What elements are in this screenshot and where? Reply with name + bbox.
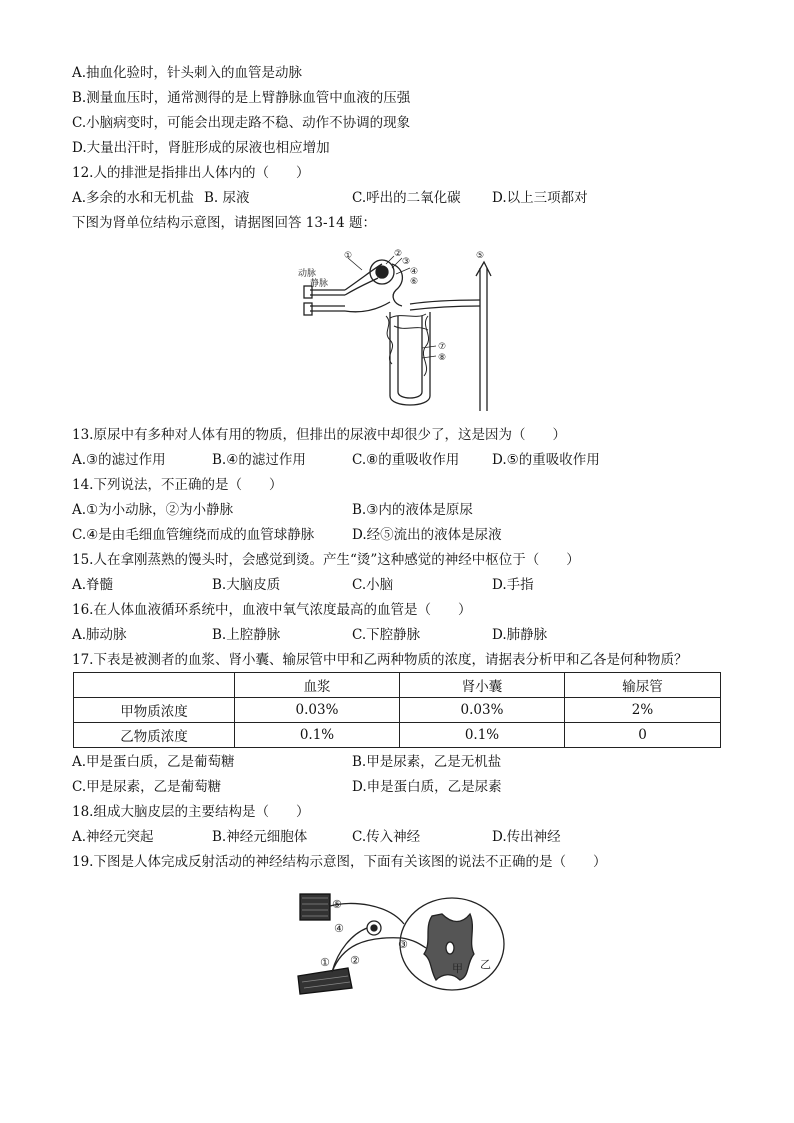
table-cell: 0.1% [399, 723, 564, 748]
q12-stem: 12.人的排泄是指排出人体内的（ ） [72, 165, 310, 181]
q12-option-d: D.以上三项都对 [492, 190, 588, 206]
q15-option-a: A.脊髓 [72, 577, 114, 593]
q18-option-d: D.传出神经 [492, 829, 561, 845]
q15-option-c: C.小脑 [352, 577, 394, 593]
label-5: ⑤ [332, 898, 342, 911]
q17-option-d: D.申是蛋白质，乙是尿素 [352, 779, 502, 795]
q19-stem: 19.下图是人体完成反射活动的神经结构示意图，下面有关该图的说法不正确的是（ ） [72, 854, 607, 870]
table-row [74, 723, 721, 748]
q13-option-b: B.④的滤过作用 [212, 452, 306, 468]
q15-stem: 15.人在拿刚蒸熟的馒头时，会感觉到烫。产生“烫”这种感觉的神经中枢位于（ ） [72, 552, 580, 568]
table-header-cell: 肾小囊 [399, 673, 564, 698]
label-2: ② [350, 954, 360, 967]
label-jia: 甲 [452, 962, 463, 975]
table-cell: 0 [564, 723, 720, 748]
table-cell: 0.03% [235, 698, 400, 723]
figure-intro: 下图为肾单位结构示意图，请据图回答 13-14 题： [72, 215, 376, 231]
reflex-arc-diagram [292, 884, 522, 1004]
q12-option-a: A.多余的水和无机盐 [72, 190, 195, 206]
q17-stem: 17.下表是被测者的血浆、肾小囊、输尿管中甲和乙两种物质的浓度，请据表分析甲和乙各是何种物质？ [72, 652, 688, 668]
label-yi: 乙 [480, 958, 491, 971]
q14-option-b: B.③内的液体是原尿 [352, 502, 473, 518]
q18-option-b: B.神经元细胞体 [212, 829, 308, 845]
q12-option-c: C.呼出的二氧化碳 [352, 190, 461, 206]
q13-stem: 13.原尿中有多种对人体有用的物质，但排出的尿液中却很少了，这是因为（ ） [72, 427, 566, 443]
table-header-cell: 血浆 [235, 673, 400, 698]
label-1: ① [320, 956, 330, 969]
q17-option-c: C.甲是尿素，乙是葡萄糖 [72, 779, 222, 795]
concentration-table [73, 672, 721, 748]
label-4: ④ [334, 922, 344, 935]
table-cell: 2% [564, 698, 720, 723]
table-header-cell [74, 673, 235, 698]
q14-option-d: D.经⑤流出的液体是尿液 [352, 527, 502, 543]
label-4: ④ [410, 267, 419, 277]
q13-option-c: C.⑧的重吸收作用 [352, 452, 460, 468]
q17-option-b: B.甲是尿素，乙是无机盐 [352, 754, 502, 770]
label-artery: 动脉 [298, 269, 317, 279]
q16-stem: 16.在人体血液循环系统中，血液中氧气浓度最高的血管是（ ） [72, 602, 472, 618]
nephron-diagram [290, 246, 502, 416]
label-6: ⑥ [410, 277, 419, 287]
q15-option-b: B.大脑皮质 [212, 577, 281, 593]
table-row [74, 698, 721, 723]
q11-option-d: D.大量出汗时，肾脏形成的尿液也相应增加 [72, 140, 330, 156]
table-cell: 0.1% [235, 723, 400, 748]
q18-option-c: C.传入神经 [352, 829, 421, 845]
q16-option-a: A.肺动脉 [72, 627, 127, 643]
q14-option-c: C.④是由毛细血管缠绕而成的血管球静脉 [72, 527, 315, 543]
q12-option-b: B. 尿液 [204, 190, 250, 206]
q16-option-c: C.下腔静脉 [352, 627, 421, 643]
q18-stem: 18.组成大脑皮层的主要结构是（ ） [72, 804, 310, 820]
label-1: ① [344, 251, 353, 261]
q13-option-a: A.③的滤过作用 [72, 452, 166, 468]
label-5: ⑤ [476, 251, 485, 261]
q16-option-b: B.上腔静脉 [212, 627, 281, 643]
table-cell: 乙物质浓度 [74, 723, 235, 748]
q14-option-a: A.①为小动脉，②为小静脉 [72, 502, 234, 518]
label-3: ③ [402, 257, 411, 267]
label-3: ③ [398, 938, 408, 951]
table-cell: 甲物质浓度 [74, 698, 235, 723]
q11-option-c: C.小脑病变时，可能会出现走路不稳、动作不协调的现象 [72, 115, 411, 131]
q17-option-a: A.甲是蛋白质，乙是葡萄糖 [72, 754, 235, 770]
label-7: ⑦ [438, 342, 447, 352]
label-vein: 静脉 [310, 279, 329, 289]
table-cell: 0.03% [399, 698, 564, 723]
label-8: ⑧ [438, 353, 447, 363]
q11-option-a: A.抽血化验时，针头刺入的血管是动脉 [72, 65, 303, 81]
q14-stem: 14.下列说法，不正确的是（ ） [72, 477, 283, 493]
q18-option-a: A.神经元突起 [72, 829, 154, 845]
q13-option-d: D.⑤的重吸收作用 [492, 452, 600, 468]
table-header-row [74, 673, 721, 698]
q16-option-d: D.肺静脉 [492, 627, 548, 643]
label-2: ② [394, 249, 403, 259]
table-header-cell: 输尿管 [564, 673, 720, 698]
q15-option-d: D.手指 [492, 577, 534, 593]
q11-option-b: B.测量血压时，通常测得的是上臂静脉血管中血液的压强 [72, 90, 411, 106]
